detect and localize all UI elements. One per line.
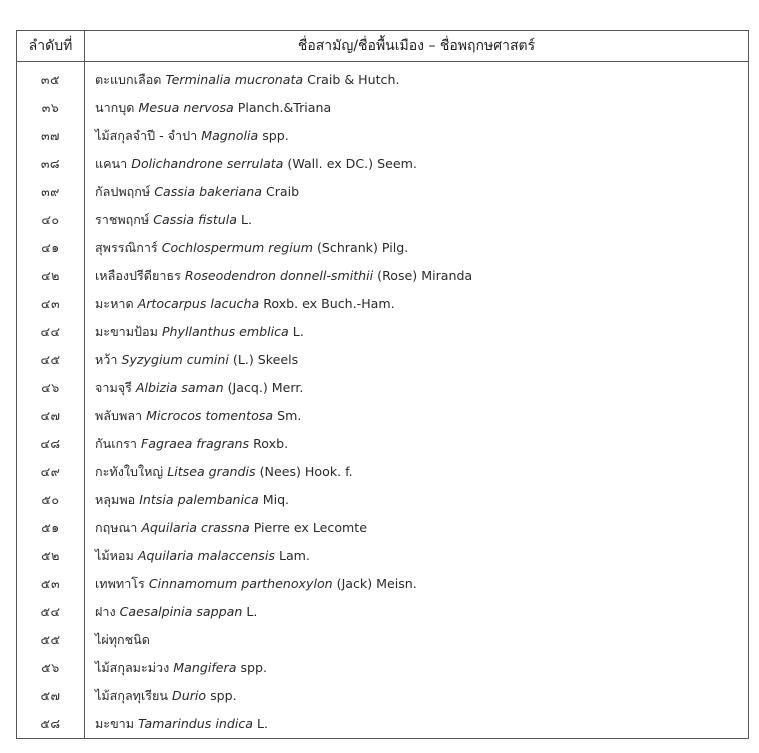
scientific-name: Albizia saman bbox=[135, 380, 224, 395]
author-citation: (Jacq.) Merr. bbox=[227, 380, 304, 395]
row-number: ๕๖ bbox=[17, 654, 85, 682]
row-number: ๓๖ bbox=[17, 94, 85, 122]
common-name: ไม้สกุลทุเรียน bbox=[95, 688, 169, 703]
table-row bbox=[17, 178, 749, 206]
species-name-cell bbox=[85, 318, 749, 346]
species-name-cell bbox=[85, 654, 749, 682]
species-name-cell bbox=[85, 402, 749, 430]
author-citation: spp. bbox=[262, 128, 289, 143]
row-number: ๔๘ bbox=[17, 430, 85, 458]
species-name-cell bbox=[85, 570, 749, 598]
common-name: เหลืองปรีดียาธร bbox=[95, 268, 181, 283]
common-name: เทพทาโร bbox=[95, 576, 145, 591]
species-name-cell bbox=[85, 94, 749, 122]
common-name: กันเกรา bbox=[95, 436, 137, 451]
author-citation: (Rose) Miranda bbox=[377, 268, 473, 283]
author-citation: Sm. bbox=[277, 408, 302, 423]
table-row bbox=[17, 150, 749, 178]
scientific-name: Intsia palembanica bbox=[139, 492, 259, 507]
species-name-cell bbox=[85, 682, 749, 710]
common-name: กฤษณา bbox=[95, 520, 138, 535]
header-number: ลำดับที่ bbox=[17, 31, 85, 62]
row-number: ๕๑ bbox=[17, 514, 85, 542]
scientific-name: Fagraea fragrans bbox=[141, 436, 250, 451]
row-number: ๔๙ bbox=[17, 458, 85, 486]
common-name: ตะแบกเลือด bbox=[95, 72, 162, 87]
species-name-cell bbox=[85, 486, 749, 514]
row-number: ๕๕ bbox=[17, 626, 85, 654]
species-name-cell bbox=[85, 598, 749, 626]
row-number: ๔๕ bbox=[17, 346, 85, 374]
table-row bbox=[17, 486, 749, 514]
scientific-name: Mangifera bbox=[173, 660, 237, 675]
author-citation: Craib & Hutch. bbox=[307, 72, 400, 87]
table-row bbox=[17, 206, 749, 234]
author-citation: (Wall. ex DC.) Seem. bbox=[287, 156, 417, 171]
row-number: ๓๕ bbox=[17, 62, 85, 95]
table-body bbox=[17, 62, 749, 739]
common-name: กัลปพฤกษ์ bbox=[95, 184, 151, 199]
row-number: ๔๖ bbox=[17, 374, 85, 402]
species-name-cell bbox=[85, 626, 749, 654]
row-number: ๔๐ bbox=[17, 206, 85, 234]
author-citation: (L.) Skeels bbox=[232, 352, 299, 367]
species-name-cell bbox=[85, 430, 749, 458]
common-name: แคนา bbox=[95, 156, 128, 171]
row-number: ๕๔ bbox=[17, 598, 85, 626]
row-number: ๓๙ bbox=[17, 178, 85, 206]
author-citation: (Nees) Hook. f. bbox=[259, 464, 353, 479]
row-number: ๕๒ bbox=[17, 542, 85, 570]
author-citation: Roxb. bbox=[253, 436, 289, 451]
table-row bbox=[17, 430, 749, 458]
table-row bbox=[17, 542, 749, 570]
common-name: ไม้หอม bbox=[95, 548, 134, 563]
species-name-cell bbox=[85, 150, 749, 178]
species-name-cell bbox=[85, 514, 749, 542]
scientific-name: Phyllanthus emblica bbox=[161, 324, 289, 339]
row-number: ๕๘ bbox=[17, 710, 85, 739]
species-name-cell bbox=[85, 374, 749, 402]
row-number: ๕๐ bbox=[17, 486, 85, 514]
scientific-name: Terminalia mucronata bbox=[165, 72, 304, 87]
common-name: มะขาม bbox=[95, 716, 135, 731]
common-name: หลุมพอ bbox=[95, 492, 136, 507]
common-name: นากบุด bbox=[95, 100, 135, 115]
species-name-cell bbox=[85, 458, 749, 486]
scientific-name: Microcos tomentosa bbox=[146, 408, 274, 423]
row-number: ๕๗ bbox=[17, 682, 85, 710]
common-name: ไม้สกุลมะม่วง bbox=[95, 660, 170, 675]
author-citation: L. bbox=[292, 324, 304, 339]
table-row bbox=[17, 682, 749, 710]
scientific-name: Artocarpus lacucha bbox=[137, 296, 260, 311]
scientific-name: Syzygium cumini bbox=[121, 352, 229, 367]
row-number: ๕๓ bbox=[17, 570, 85, 598]
scientific-name: Caesalpinia sappan bbox=[119, 604, 243, 619]
species-table bbox=[16, 30, 749, 739]
scientific-name: Roseodendron donnell-smithii bbox=[184, 268, 374, 283]
row-number: ๔๔ bbox=[17, 318, 85, 346]
scientific-name: Dolichandrone serrulata bbox=[131, 156, 284, 171]
common-name: ไผ่ทุกชนิด bbox=[95, 632, 150, 647]
common-name: มะขามป้อม bbox=[95, 324, 158, 339]
author-citation: Roxb. ex Buch.-Ham. bbox=[263, 296, 395, 311]
row-number: ๔๓ bbox=[17, 290, 85, 318]
table-row bbox=[17, 318, 749, 346]
scientific-name: Litsea grandis bbox=[167, 464, 256, 479]
species-name-cell bbox=[85, 206, 749, 234]
author-citation: spp. bbox=[210, 688, 237, 703]
table-row bbox=[17, 234, 749, 262]
author-citation: spp. bbox=[240, 660, 267, 675]
common-name: ฝาง bbox=[95, 604, 116, 619]
species-name-cell bbox=[85, 234, 749, 262]
author-citation: Miq. bbox=[262, 492, 290, 507]
table-row bbox=[17, 654, 749, 682]
row-number: ๓๗ bbox=[17, 122, 85, 150]
author-citation: L. bbox=[246, 604, 258, 619]
scientific-name: Tamarindus indica bbox=[138, 716, 253, 731]
table-row bbox=[17, 514, 749, 542]
author-citation: Pierre ex Lecomte bbox=[253, 520, 367, 535]
scientific-name: Cassia bakeriana bbox=[154, 184, 262, 199]
row-number: ๔๑ bbox=[17, 234, 85, 262]
table-row bbox=[17, 262, 749, 290]
table-row bbox=[17, 710, 749, 739]
table-row bbox=[17, 94, 749, 122]
author-citation: Craib bbox=[265, 184, 300, 199]
common-name: มะหาด bbox=[95, 296, 134, 311]
author-citation: (Schrank) Pilg. bbox=[316, 240, 409, 255]
scientific-name: Cochlospermum regium bbox=[161, 240, 313, 255]
table-row bbox=[17, 626, 749, 654]
table-row bbox=[17, 374, 749, 402]
species-name-cell bbox=[85, 178, 749, 206]
table-row bbox=[17, 122, 749, 150]
common-name: ราชพฤกษ์ bbox=[95, 212, 150, 227]
species-name-cell bbox=[85, 542, 749, 570]
common-name: จามจุรี bbox=[95, 380, 132, 395]
table-row bbox=[17, 402, 749, 430]
table-row bbox=[17, 346, 749, 374]
species-name-cell bbox=[85, 122, 749, 150]
scientific-name: Durio bbox=[172, 688, 207, 703]
scientific-name: Cinnamomum parthenoxylon bbox=[148, 576, 333, 591]
species-name-cell bbox=[85, 346, 749, 374]
scientific-name: Cassia fistula bbox=[153, 212, 237, 227]
common-name: หว้า bbox=[95, 352, 118, 367]
table-row bbox=[17, 598, 749, 626]
scientific-name: Aquilaria malaccensis bbox=[137, 548, 275, 563]
author-citation: Planch.&Triana bbox=[237, 100, 332, 115]
species-name-cell bbox=[85, 710, 749, 739]
scientific-name: Mesua nervosa bbox=[138, 100, 234, 115]
common-name: พลับพลา bbox=[95, 408, 143, 423]
common-name: สุพรรณิการ์ bbox=[95, 240, 158, 255]
species-name-cell bbox=[85, 262, 749, 290]
scientific-name: Aquilaria crassna bbox=[141, 520, 250, 535]
author-citation: L. bbox=[240, 212, 252, 227]
table-row bbox=[17, 62, 749, 95]
common-name: ไม้สกุลจำปี - จำปา bbox=[95, 128, 198, 143]
row-number: ๔๒ bbox=[17, 262, 85, 290]
row-number: ๓๘ bbox=[17, 150, 85, 178]
table-row bbox=[17, 458, 749, 486]
row-number: ๔๗ bbox=[17, 402, 85, 430]
header-name: ชื่อสามัญ/ชื่อพื้นเมือง – ชื่อพฤกษศาสตร์ bbox=[85, 31, 749, 62]
species-name-cell bbox=[85, 62, 749, 95]
common-name: กะทังใบใหญ่ bbox=[95, 464, 164, 479]
author-citation: (Jack) Meisn. bbox=[336, 576, 417, 591]
table-row bbox=[17, 570, 749, 598]
author-citation: L. bbox=[256, 716, 269, 731]
table-row bbox=[17, 290, 749, 318]
scientific-name: Magnolia bbox=[201, 128, 259, 143]
species-name-cell bbox=[85, 290, 749, 318]
table-header-row bbox=[17, 31, 749, 62]
author-citation: Lam. bbox=[278, 548, 310, 563]
